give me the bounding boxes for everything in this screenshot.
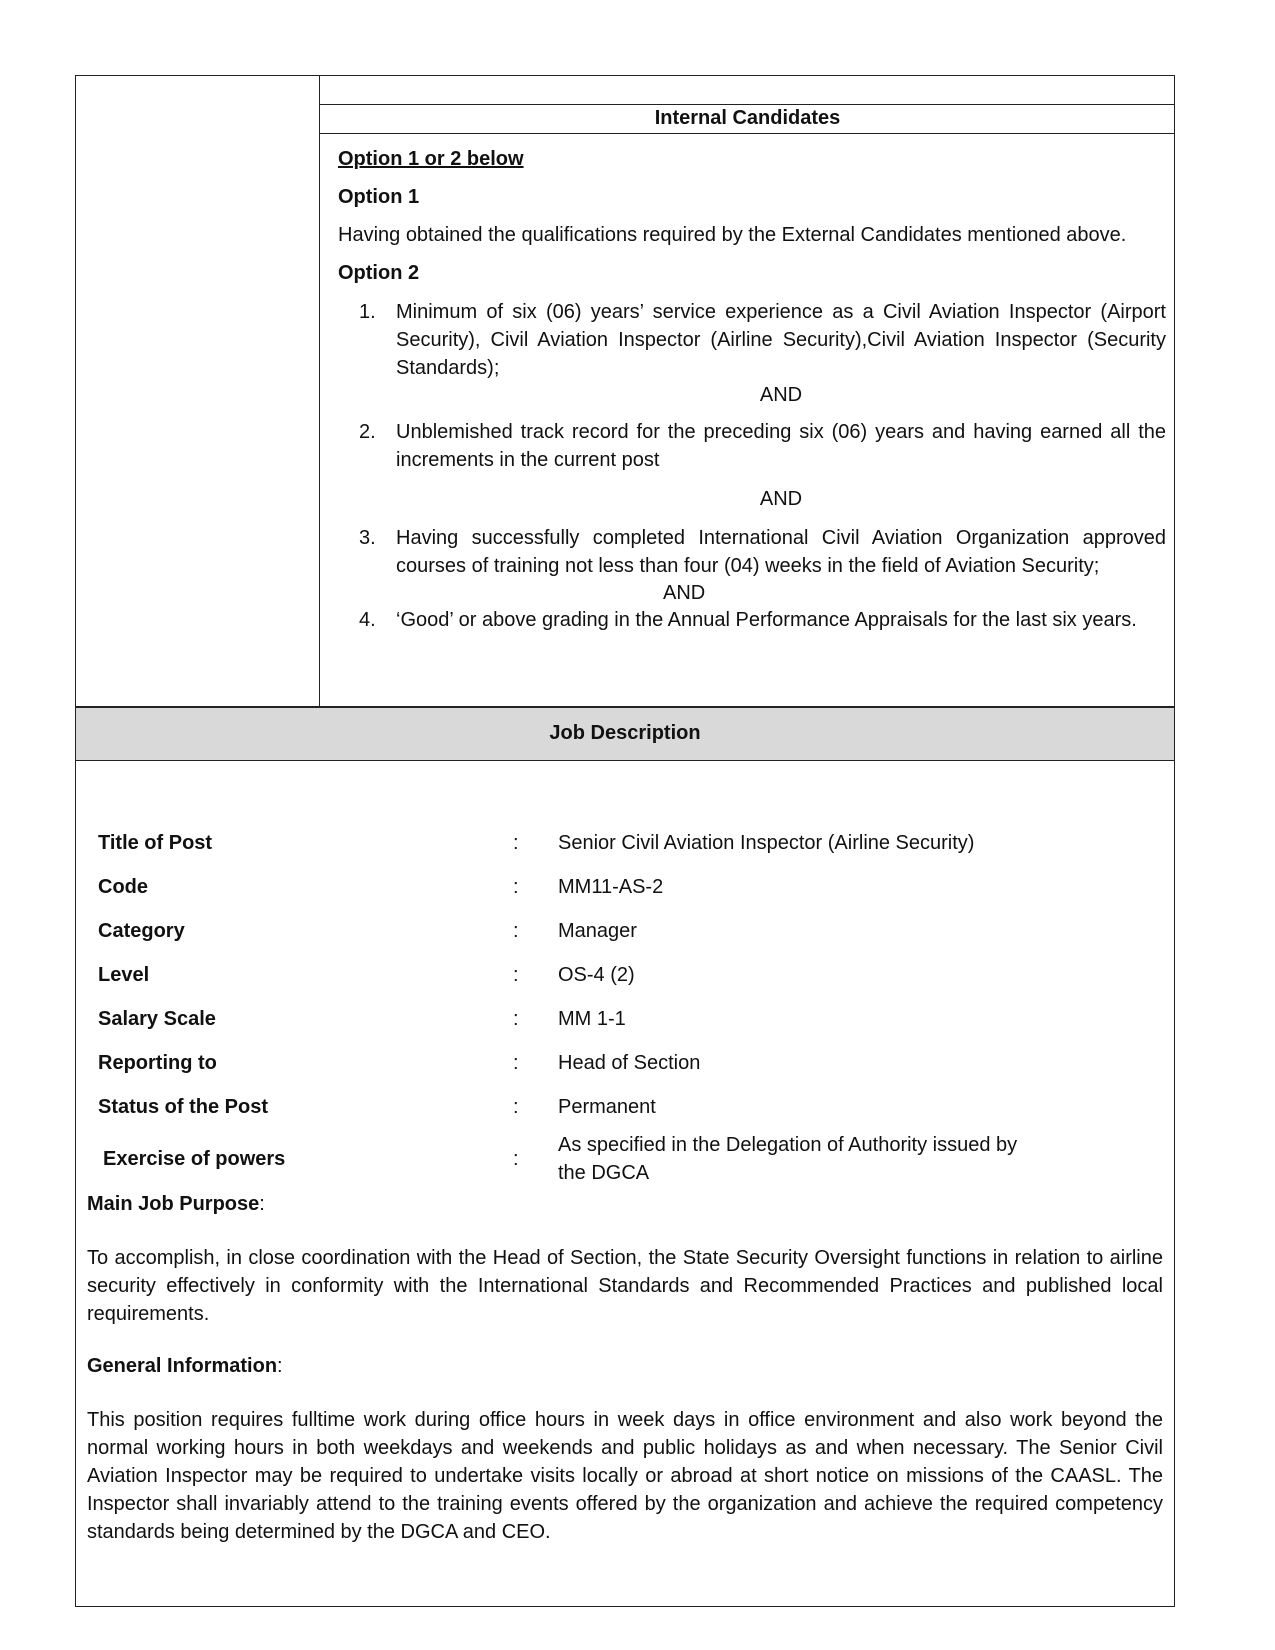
main-job-purpose-section: Main Job Purpose: xyxy=(87,1193,265,1215)
general-information-text: This position requires fulltime work during office hours in week days in office environment and also work beyond the normal working hours in both weekdays and weekends and public holidays as and when necessary. The Senior Civil Aviation Inspector may be required to undertake visits locally or abroad at short notice on missions of the CAASL. The Inspector shall invariably attend to the training events offered by the organization and achieve the required competency standards being determined by the DGCA and CEO. xyxy=(87,1409,1163,1543)
field-colon: : xyxy=(513,1095,519,1118)
field-label: Title of Post xyxy=(98,831,213,854)
field-colon: : xyxy=(513,919,519,942)
list-number: 2. xyxy=(359,421,376,443)
option2-title: Option 2 xyxy=(338,262,420,284)
job-description-header: Job Description xyxy=(75,707,1175,761)
table-row xyxy=(98,909,1098,953)
option2-requirements-list xyxy=(338,524,1166,580)
field-colon: : xyxy=(513,1051,519,1074)
list-item xyxy=(338,606,1166,634)
field-value: Permanent xyxy=(558,1096,656,1118)
option2-requirements-list xyxy=(338,298,1166,382)
field-label: Category xyxy=(98,919,185,942)
list-item-text: Minimum of six (06) years’ service experience as a Civil Aviation Inspector (Airport Security), Civil Aviation Inspector (Airline Security),Civil Aviation Inspector (Security Standards); xyxy=(396,301,1166,379)
list-item-text: Having successfully completed International Civil Aviation Organization approved courses of training not less than four (04) weeks in the field of Aviation Security; xyxy=(396,527,1166,577)
table-row xyxy=(98,821,1098,865)
option1-title: Option 1 xyxy=(338,186,420,208)
field-label: Code xyxy=(98,875,148,898)
job-fields-table xyxy=(98,821,1098,1189)
field-colon: : xyxy=(513,1147,519,1170)
field-colon: : xyxy=(513,831,519,854)
field-value: MM11-AS-2 xyxy=(558,876,664,898)
table-row xyxy=(98,1129,1098,1189)
table-row xyxy=(98,997,1098,1041)
list-item xyxy=(338,418,1166,474)
main-job-purpose-body xyxy=(87,1244,1163,1328)
general-information-section: General Information: xyxy=(87,1355,283,1377)
option2-requirements-list xyxy=(338,606,1166,634)
list-number: 1. xyxy=(359,301,376,323)
list-item-text: Unblemished track record for the preceding six (06) years and having earned all the increments in the current post xyxy=(396,421,1166,471)
option1-text: Having obtained the qualifications required by the External Candidates mentioned above. xyxy=(338,224,1127,246)
field-label: Exercise of powers xyxy=(103,1147,286,1170)
list-item-text: ‘Good’ or above grading in the Annual Performance Appraisals for the last six years. xyxy=(396,609,1137,631)
main-job-purpose-text: To accomplish, in close coordination with the Head of Section, the State Security Oversight functions in relation to airline security effectively in conformity with the International Standards and Recommended Practices and published local requirements. xyxy=(87,1247,1163,1325)
options-heading: Option 1 or 2 below xyxy=(338,148,524,170)
table-row xyxy=(98,1041,1098,1085)
general-information-title: General Information xyxy=(87,1355,278,1377)
internal-candidates-content xyxy=(338,146,1166,634)
table-row xyxy=(98,953,1098,997)
list-item xyxy=(338,524,1166,580)
general-information-body xyxy=(87,1406,1163,1546)
table-row xyxy=(98,1085,1098,1129)
field-colon: : xyxy=(513,1007,519,1030)
field-value: As specified in the Delegation of Authority issued by the DGCA xyxy=(558,1134,1018,1184)
main-job-purpose-title: Main Job Purpose xyxy=(87,1193,260,1215)
field-value: Head of Section xyxy=(558,1052,701,1074)
and-separator: AND xyxy=(759,384,803,406)
list-number: 4. xyxy=(359,609,376,631)
field-value: MM 1-1 xyxy=(558,1008,626,1030)
field-value: OS-4 (2) xyxy=(558,964,635,986)
field-label: Level xyxy=(98,963,150,986)
qualifications-left-column xyxy=(75,75,320,707)
list-item xyxy=(338,298,1166,382)
internal-candidates-header: Internal Candidates xyxy=(320,104,1175,134)
field-value: Manager xyxy=(558,920,637,942)
and-separator: AND xyxy=(663,582,706,604)
field-label: Reporting to xyxy=(98,1051,217,1074)
field-label: Status of the Post xyxy=(98,1095,269,1118)
field-value: Senior Civil Aviation Inspector (Airline Security) xyxy=(558,832,975,854)
table-row xyxy=(98,865,1098,909)
and-separator: AND xyxy=(759,488,803,510)
field-colon: : xyxy=(513,963,519,986)
list-number: 3. xyxy=(359,527,376,549)
field-label: Salary Scale xyxy=(98,1007,216,1030)
field-colon: : xyxy=(513,875,519,898)
option2-requirements-list xyxy=(338,418,1166,474)
